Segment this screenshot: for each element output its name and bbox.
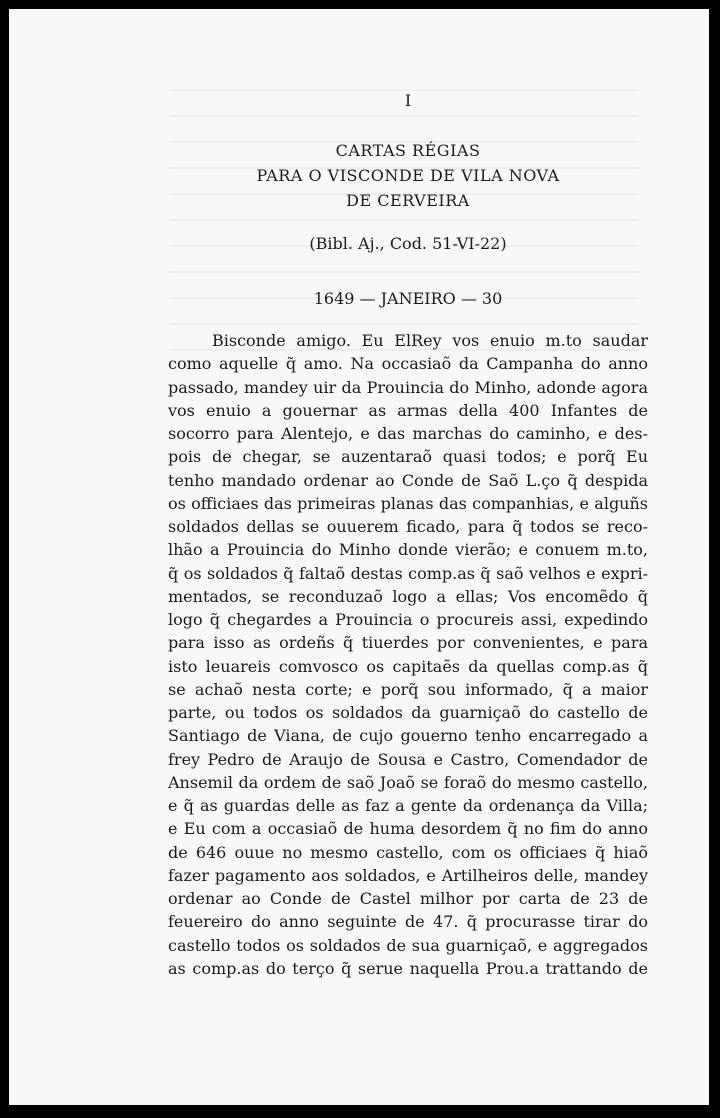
body-line: parte, ou todos os soldados da guarniçaõ do castello de (168, 703, 648, 722)
title-line: DE CERVEIRA (346, 191, 470, 210)
body-line: como aquelle q̃ amo. Na occasiaõ da Campanha do anno (168, 354, 648, 374)
title-line: PARA O VISCONDE DE VILA NOVA (256, 166, 560, 185)
body-line: pois de chegar, se auzentaraõ quasi todos; e porq̃ Eu (168, 447, 648, 467)
body-line: tenho mandado ordenar ao Conde de Saõ L.ço q̃ despida (168, 470, 648, 490)
body-line: os officiaes das primeiras planas das companhias, e alguñs (168, 493, 648, 513)
body-line: e q̃ as guardas delle as faz a gente da ordenança da Villa; (168, 796, 648, 815)
body-line: logo q̃ chegardes a Prouincia o procureis assi, expedindo (168, 610, 648, 629)
body-line: castello todos os soldados de sua guarniçaõ, e aggregados (168, 935, 648, 955)
body-line: frey Pedro de Araujo de Sousa e Castro, Comendador de (168, 749, 648, 769)
letter-date: 1649 — JANEIRO — 30 (313, 289, 503, 308)
document-page (9, 9, 709, 1105)
body-line: Ansemil da ordem de saõ Joaõ se foraõ do mesmo castello, (168, 772, 648, 792)
body-line: q̃ os soldados q̃ faltaõ destas comp.as q̃ saõ velhos e expri- (168, 563, 648, 583)
body-line: para isso as ordeñs q̃ tiuerdes por convenientes, e para (168, 633, 648, 653)
source-reference: (Bibl. Aj., Cod. 51-VI-22) (309, 234, 507, 253)
page-content (168, 89, 648, 980)
body-line: as comp.as do terço q̃ serue naquella Prou.a trattando de (168, 958, 648, 978)
body-line: lhão a Prouincia do Minho donde vierão; e conuem m.to, (168, 540, 648, 560)
chapter-number: I (404, 91, 412, 110)
body-line: de 646 ouue no mesmo castello, com os officiaes q̃ hiaõ (168, 842, 648, 862)
body-line: passado, mandey uir da Prouincia do Minho, adonde agora (168, 377, 648, 397)
body-line: Bisconde amigo. Eu ElRey vos enuio m.to saudar (212, 331, 648, 350)
document-title (168, 138, 648, 213)
title-line: CARTAS RÉGIAS (335, 141, 481, 160)
body-line: e Eu com a occasiaõ de huma desordem q̃ no fim do anno (168, 819, 648, 839)
body-line: isto leuareis comvosco os capitaẽs da quellas comp.as q̃ (168, 656, 648, 676)
body-line: ordenar ao Conde de Castel milhor por carta de 23 de (168, 889, 648, 908)
body-line: fazer pagamento aos soldados, e Artilheiros delle, mandey (168, 865, 648, 885)
body-line: mentados, se reconduzaõ logo a ellas; Vos encomẽdo q̃ (168, 586, 648, 606)
body-line: soldados dellas se ouuerem ficado, para q̃ todos se reco- (168, 517, 648, 536)
body-line: vos enuio a gouernar as armas della 400 Infantes de (168, 400, 648, 420)
letter-body (168, 329, 648, 980)
body-line: Santiago de Viana, de cujo gouerno tenho encarregado a (168, 726, 648, 746)
body-line: feuereiro do anno seguinte de 47. q̃ procurasse tirar do (168, 912, 648, 932)
body-line: socorro para Alentejo, e das marchas do caminho, e des- (168, 424, 648, 443)
body-line: se achaõ nesta corte; e porq̃ sou informado, q̃ a maior (168, 679, 648, 699)
